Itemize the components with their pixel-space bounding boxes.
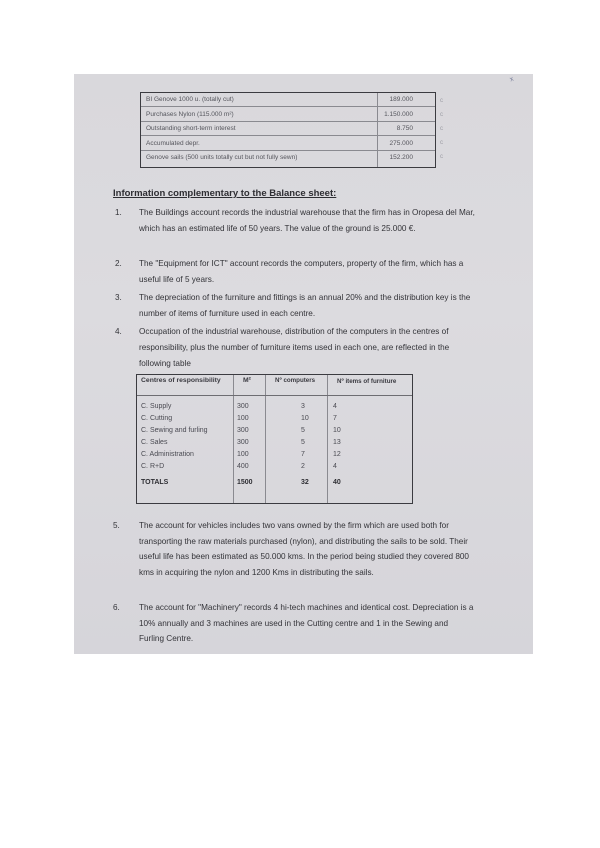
table-row: C. R+D 400 2 4: [141, 463, 337, 470]
list-item: 1. The Buildings account records the industrial warehouse that the firm has in Oropesa del Mar, which has an estimated life of 50 years. The value of the ground is 25.000 €.: [115, 208, 475, 233]
table-row: Accumulated depr. 275.000: [141, 137, 435, 151]
centres-table: [136, 374, 413, 504]
list-item: 3. The depreciation of the furniture and fittings is an annual 20% and the distribution key is the number of items of furniture used in each centre.: [115, 293, 471, 318]
table-row: Purchases Nylon (115.000 m²) 1.150.000: [141, 108, 435, 122]
table-row: C. Sewing and furling 300 5 10: [141, 427, 341, 434]
table-row: C. Supply 300 3 4: [141, 403, 337, 410]
corner-mark: x: [508, 75, 515, 84]
table-row: BI Genove 1000 u. (totally cut) 189.000: [141, 93, 435, 107]
table-row: C. Cutting 100 10 7: [141, 415, 337, 422]
list-item: 4. Occupation of the industrial warehouse, distribution of the computers in the centres of responsibility, plus the number of furniture items used in each one, are reflected in the following table: [115, 327, 450, 368]
table-header: Centres of responsibility M² Nº computers Nº items of furniture: [137, 375, 412, 396]
totals-row: TOTALS 1500 32 40: [141, 479, 341, 486]
list-item: 2. The "Equipment for ICT" account records the computers, property of the firm, which has a useful life of 5 years.: [115, 259, 464, 284]
table-row: C. Administration 100 7 12: [141, 451, 341, 458]
table-row: Outstanding short-term interest 8.750: [141, 122, 435, 136]
list-item: 6. The account for "Machinery" records 4 hi-tech machines and identical cost. Depreciation is a 10% annually and 3 machines are used in the Cutting centre and 1 in the Sewing and Furling Centre.: [113, 603, 474, 643]
balance-items-table: [140, 92, 436, 168]
margin-marks: c c c c c: [440, 98, 443, 160]
list-item: 5. The account for vehicles includes two vans owned by the firm which are used both for transporting the raw materials purchased (nylon), and distributing the sails to be sold. Their useful life has been estimated as 50.000 kms. In the period being studied they covered 800 kms in acquiring the nylon and 1200 Kms in distributing the sails.: [113, 521, 469, 577]
section-heading: Information complementary to the Balance sheet:: [113, 188, 337, 199]
table-row: Genove sails (500 units totally cut but not fully sewn) 152.200: [146, 154, 413, 161]
table-row: C. Sales 300 5 13: [141, 439, 341, 446]
